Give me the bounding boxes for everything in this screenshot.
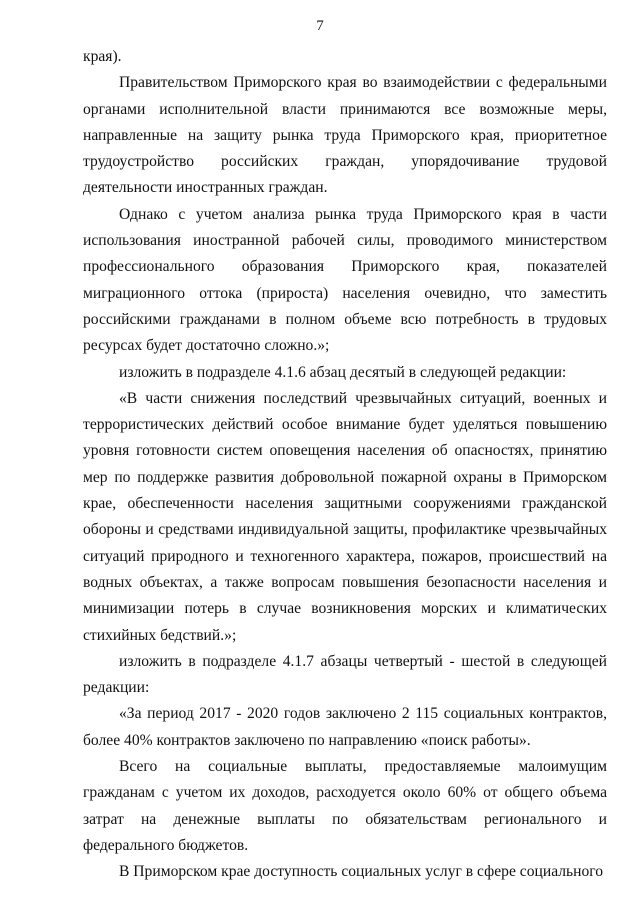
paragraph-emergency-measures: «В части снижения последствий чрезвычайных ситуаций, военных и террористических действий особое внимание будет уделяться повышению уровня готовности систем оповещения населения об опасностях, принятию мер по поддержке развития добровольной пожарной охраны в Приморском крае, обеспеченности населения защитными сооружениями гражданской обороны и средствами индивидуальной защиты, профилактике чрезвычайных ситуаций природного и техногенного характера, пожаров, происшествий на водных объектах, а также вопросам повышения безопасности населения и минимизации потерь в случае возникновения морских и климатических стихийных бедствий.»; (83, 389, 607, 644)
page-number: 7 (316, 18, 324, 34)
paragraph-continuation: края). (83, 48, 122, 65)
document-body (83, 44, 607, 886)
paragraph-social-contracts: «За период 2017 - 2020 годов заключено 2 115 социальных контрактов, более 40% контрактов заключено по направлению «поиск работы». (83, 705, 607, 749)
paragraph-labor-market-analysis: Однако с учетом анализа рынка труда Приморского края в части использования иностранной рабочей силы, проводимого министерством профессионального образования Приморского края, показателей миграционного оттока (прироста) населения очевидно, что заместить российскими гражданами в полном объеме всю потребность в трудовых ресурсах будет достаточно сложно.»; (83, 205, 607, 355)
paragraph-social-payments: Всего на социальные выплаты, предоставляемые малоимущим гражданам с учетом их доходов, расходуется около 60% от общего объема затрат на денежные выплаты по обязательствам регионального и федерального бюджетов. (83, 758, 607, 854)
paragraph-amendment-4-1-7: изложить в подразделе 4.1.7 абзацы четвертый - шестой в следующей редакции: (83, 652, 607, 697)
paragraph-social-services: В Приморском крае доступность социальных услуг в сфере социального (119, 863, 604, 881)
paragraph-government-measures: Правительством Приморского края во взаимодействии с федеральными органами исполнительной власти принимаются все возможные меры, направленные на защиту рынка труда Приморского края, приоритетное трудоустройство российских граждан, упорядочивание трудовой деятельности иностранных граждан. (83, 74, 607, 197)
paragraph-amendment-4-1-6: изложить в подразделе 4.1.6 абзац десятый в следующей редакции: (119, 363, 567, 381)
